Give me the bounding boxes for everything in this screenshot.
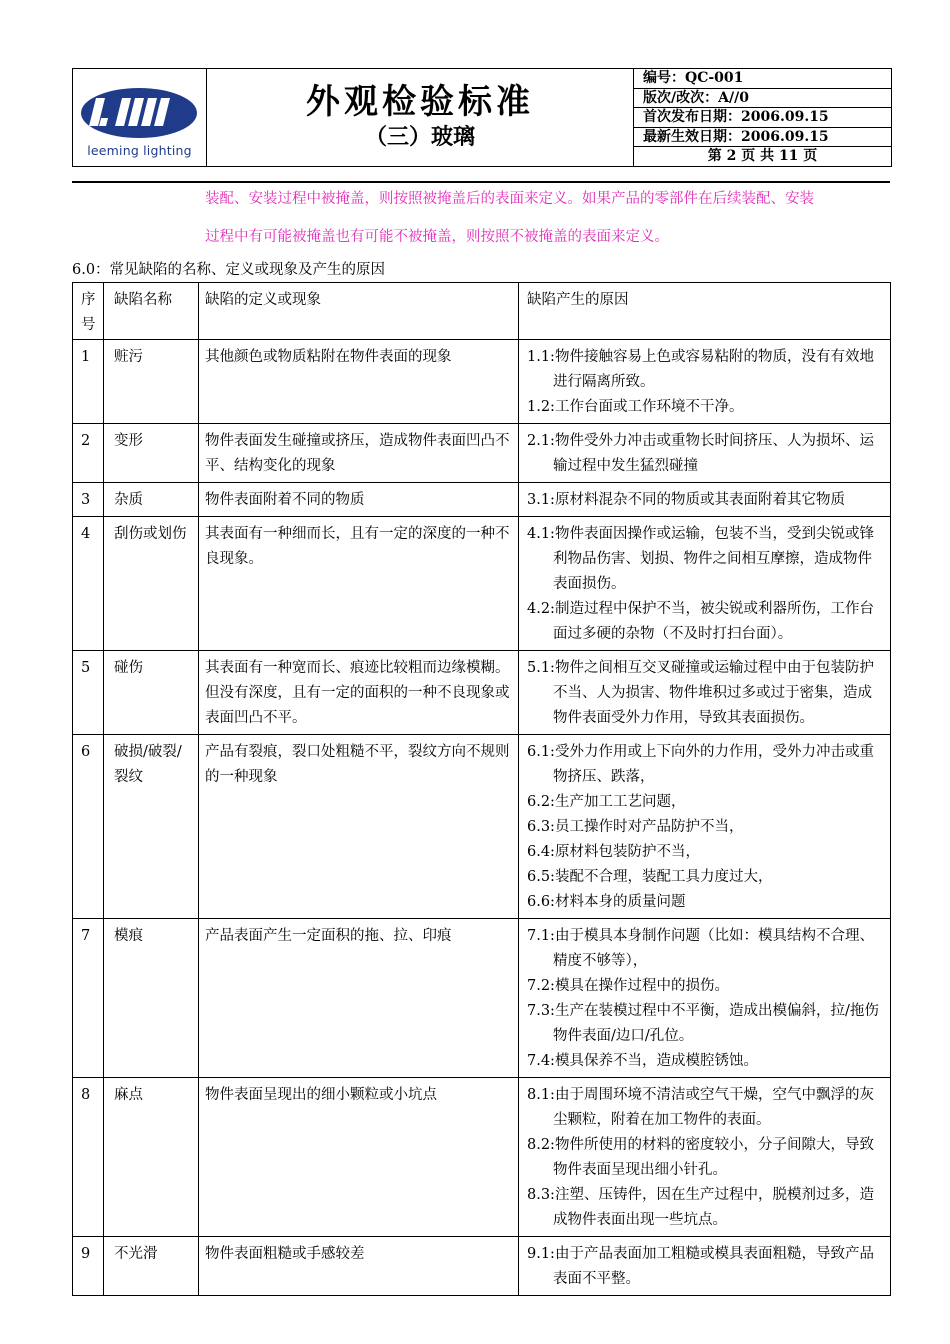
first-release-date: 首次发布日期：2006.09.15 <box>634 108 891 128</box>
document-header <box>72 68 892 167</box>
cause-item: 6.3:员工操作时对产品防护不当， <box>527 819 744 835</box>
document-title: 外观检验标准 <box>306 82 534 123</box>
column-header-no: 序号 <box>73 283 104 340</box>
column-header-cause: 缺陷产生的原因 <box>519 283 891 340</box>
cause-item: 3.1:原材料混杂不同的物质或其表面附着其它物质 <box>527 492 845 508</box>
defect-causes <box>519 424 891 483</box>
table-row <box>73 340 891 424</box>
defect-causes <box>519 735 891 919</box>
defect-definition: 其表面有一种宽而长、痕迹比较粗而边缘模糊。但没有深度，且有一定的面积的一种不良现象或表面凹凸不平。 <box>199 651 519 735</box>
cause-item: 7.3:生产在装模过程中不平衡，造成出模偏斜，拉/拖伤物件表面/边口/孔位。 <box>527 1003 879 1044</box>
column-header-definition: 缺陷的定义或现象 <box>199 283 519 340</box>
defect-name: 不光滑 <box>104 1237 199 1296</box>
defect-name: 碰伤 <box>104 651 199 735</box>
company-logo <box>73 70 206 164</box>
cause-item: 5.1:物件之间相互交叉碰撞或运输过程中由于包装防护不当、人为损害、物件堆积过多或过于密集，造成物件表面受外力作用，导致其表面损伤。 <box>527 660 874 726</box>
page-indicator: 第 2 页 共 11 页 <box>707 148 818 164</box>
doc-revision: 版次/改次：A//0 <box>634 89 891 109</box>
defect-causes <box>519 1078 891 1237</box>
cause-item: 1.2:工作台面或工作环境不干净。 <box>527 399 744 415</box>
cause-item: 9.1:由于产品表面加工粗糙或模具表面粗糙，导致产品表面不平整。 <box>527 1246 874 1287</box>
defect-number: 2 <box>73 424 104 483</box>
table-row <box>73 1237 891 1296</box>
defect-table <box>72 282 891 1296</box>
table-row <box>73 735 891 919</box>
intro-line-1: 装配、安装过程中被掩盖，则按照被掩盖后的表面来定义。如果产品的零部件在后续装配、安装 <box>205 191 814 207</box>
cause-item: 6.2:生产加工工艺问题， <box>527 794 686 810</box>
defect-name: 杂质 <box>104 483 199 517</box>
defect-rows <box>73 340 891 1296</box>
cause-item: 2.1:物件受外力冲击或重物长时间挤压、人为损坏、运输过程中发生猛烈碰撞 <box>527 433 874 474</box>
defect-definition: 产品表面产生一定面积的拖、拉、印痕 <box>199 919 519 1078</box>
defect-definition: 其表面有一种细而长，且有一定的深度的一种不良现象。 <box>199 517 519 651</box>
cause-item: 4.2:制造过程中保护不当，被尖锐或利器所伤，工作台面过多硬的杂物（不及时打扫台面）。 <box>527 601 874 642</box>
defect-number: 3 <box>73 483 104 517</box>
defect-name: 模痕 <box>104 919 199 1078</box>
table-row <box>73 424 891 483</box>
table-header-row <box>73 283 891 340</box>
cause-item: 1.1:物件接触容易上色或容易粘附的物质，没有有效地进行隔离所致。 <box>527 349 874 390</box>
defect-causes <box>519 651 891 735</box>
defect-number: 7 <box>73 919 104 1078</box>
table-row <box>73 483 891 517</box>
cause-item: 6.1:受外力作用或上下向外的力作用，受外力冲击或重物挤压、跌落， <box>527 744 874 785</box>
logo-text: leeming lighting <box>87 143 192 159</box>
table-row <box>73 517 891 651</box>
defect-causes <box>519 517 891 651</box>
defect-name: 变形 <box>104 424 199 483</box>
cause-item: 8.3:注塑、压铸件，因在生产过程中，脱模剂过多，造成物件表面出现一些坑点。 <box>527 1187 874 1228</box>
defect-number: 4 <box>73 517 104 651</box>
intro-line-2: 过程中有可能被掩盖也有可能不被掩盖，则按照不被掩盖的表面来定义。 <box>205 229 669 245</box>
meta-cell <box>634 69 892 167</box>
cause-item: 7.4:模具保养不当，造成模腔锈蚀。 <box>527 1053 758 1069</box>
cause-item: 7.1:由于模具本身制作问题（比如：模具结构不合理、精度不够等）， <box>527 928 874 969</box>
defect-name: 刮伤或划伤 <box>104 517 199 651</box>
defect-definition: 其他颜色或物质粘附在物件表面的现象 <box>199 340 519 424</box>
table-row <box>73 651 891 735</box>
cause-item: 6.4:原材料包装防护不当， <box>527 844 700 860</box>
cause-item: 4.1:物件表面因操作或运输，包装不当，受到尖锐或锋利物品伤害、划损、物件之间相互摩擦，造成物件表面损伤。 <box>527 526 874 592</box>
cause-item: 8.2:物件所使用的材料的密度较小，分子间隙大，导致物件表面呈现出细小针孔。 <box>527 1137 874 1178</box>
effective-date: 最新生效日期：2006.09.15 <box>634 128 891 148</box>
title-cell <box>207 69 634 167</box>
column-header-name: 缺陷名称 <box>104 283 199 340</box>
defect-causes <box>519 1237 891 1296</box>
defect-causes <box>519 483 891 517</box>
defect-definition: 物件表面发生碰撞或挤压，造成物件表面凹凸不平、结构变化的现象 <box>199 424 519 483</box>
defect-number: 9 <box>73 1237 104 1296</box>
defect-definition: 产品有裂痕，裂口处粗糙不平，裂纹方向不规则的一种现象 <box>199 735 519 919</box>
doc-number: 编号：QC-001 <box>634 69 891 89</box>
defect-name: 麻点 <box>104 1078 199 1237</box>
cause-item: 7.2:模具在操作过程中的损伤。 <box>527 978 729 994</box>
defect-number: 5 <box>73 651 104 735</box>
defect-causes <box>519 919 891 1078</box>
defect-number: 8 <box>73 1078 104 1237</box>
defect-definition: 物件表面呈现出的细小颗粒或小坑点 <box>199 1078 519 1237</box>
cause-item: 6.5:装配不合理，装配工具力度过大， <box>527 869 773 885</box>
defect-number: 6 <box>73 735 104 919</box>
cause-item: 8.1:由于周围环境不清洁或空气干燥，空气中飘浮的灰尘颗粒，附着在加工物件的表面。 <box>527 1087 874 1128</box>
cause-item: 6.6:材料本身的质量问题 <box>527 894 686 910</box>
defect-name: 破损/破裂/裂纹 <box>104 735 199 919</box>
header-divider <box>72 181 890 183</box>
logo-cell <box>73 69 207 167</box>
defect-causes <box>519 340 891 424</box>
section-title: 6.0：常见缺陷的名称、定义或现象及产生的原因 <box>72 262 386 278</box>
defect-definition: 物件表面附着不同的物质 <box>199 483 519 517</box>
defect-name: 赃污 <box>104 340 199 424</box>
table-row <box>73 1078 891 1237</box>
logo-mark-icon <box>79 86 200 140</box>
table-row <box>73 919 891 1078</box>
defect-number: 1 <box>73 340 104 424</box>
document-subtitle: （三）玻璃 <box>364 125 475 151</box>
defect-definition: 物件表面粗糙或手感较差 <box>199 1237 519 1296</box>
